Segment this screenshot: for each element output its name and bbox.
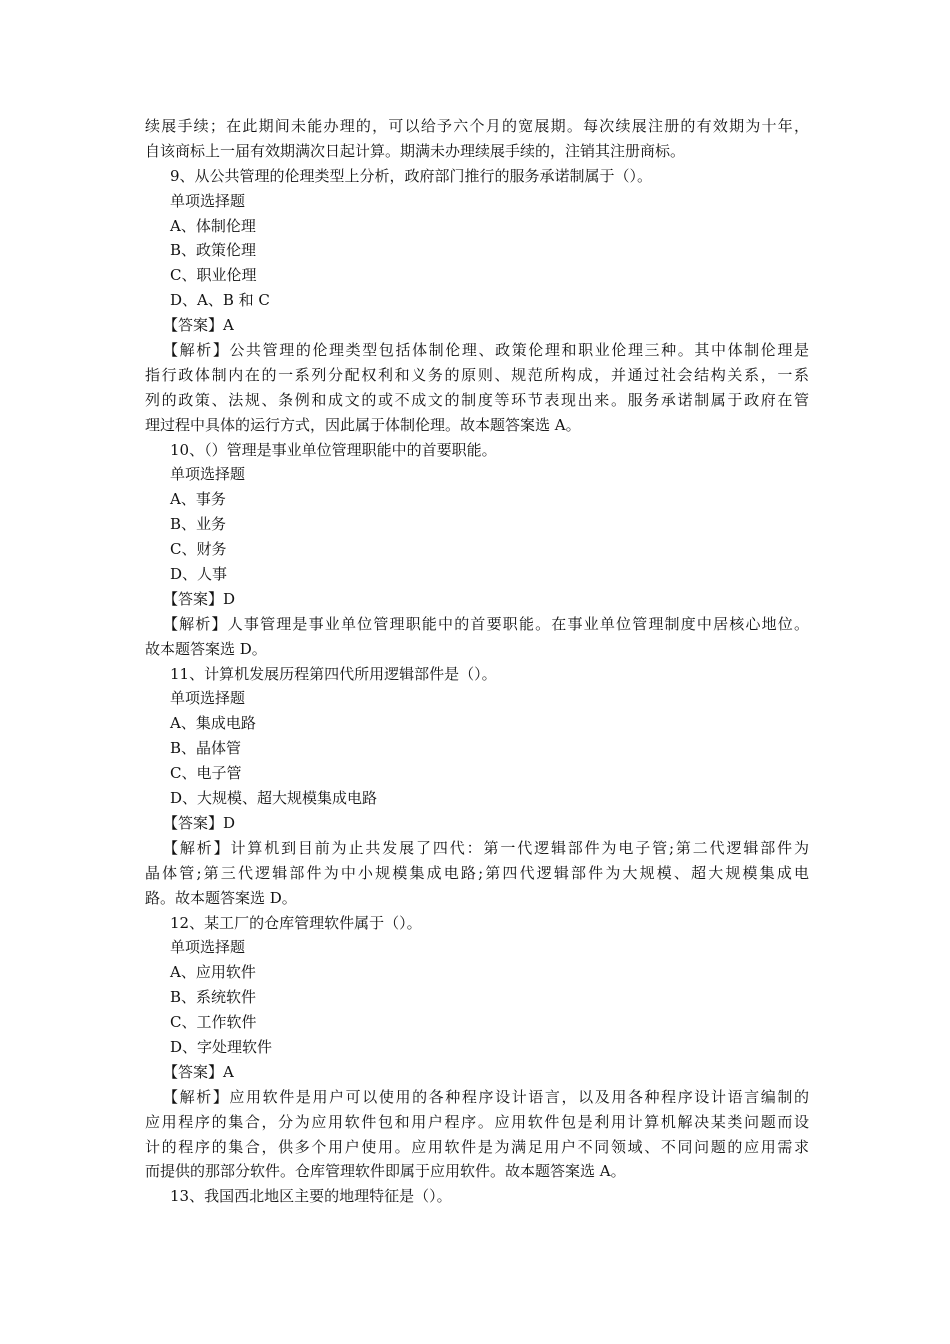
question-9-option-a: A、体制伦理 <box>170 216 256 235</box>
analysis-text: 晶体管;第三代逻辑部件为中小规模集成电路;第四代逻辑部件为大规模、超大规模集成电 <box>145 863 809 882</box>
question-9-analysis-line <box>145 338 809 363</box>
question-11-analysis-line <box>145 836 809 861</box>
question-10-text: 10、（）管理是事业单位管理职能中的首要职能。 <box>170 440 497 459</box>
question-12-analysis-line: 而提供的那部分软件。仓库管理软件即属于应用软件。故本题答案选 A。 <box>145 1162 626 1181</box>
question-10-option-c: C、财务 <box>170 540 227 559</box>
question-11-analysis-line: 路。故本题答案选 D。 <box>145 888 297 907</box>
analysis-text: 列的政策、法规、条例和成文的或不成文的制度等环节表现出来。服务承诺制属于政府在管 <box>145 390 809 409</box>
analysis-text: 指行政体制内在的一系列分配权利和义务的原则、规范所构成，并通过社会结构关系，一系 <box>145 365 809 384</box>
intro-line: 自该商标上一届有效期满次日起计算。期满未办理续展手续的，注销其注册商标。 <box>145 141 686 160</box>
question-11-option-c: C、电子管 <box>170 764 242 783</box>
question-12-analysis-line <box>145 1110 809 1135</box>
question-11-option-d: D、大规模、超大规模集成电路 <box>170 789 378 808</box>
analysis-text: 【解析】应用软件是用户可以使用的各种程序设计语言，以及用各种程序设计语言编制的 <box>163 1087 809 1106</box>
question-10-analysis-line <box>145 612 809 637</box>
question-11-option-b: B、晶体管 <box>170 739 242 758</box>
question-10-analysis-line: 故本题答案选 D。 <box>145 639 267 658</box>
question-10-option-b: B、业务 <box>170 515 227 534</box>
question-9-type: 单项选择题 <box>170 191 246 210</box>
question-11-analysis-line <box>145 861 809 886</box>
intro-text <box>145 114 809 139</box>
analysis-text: 【解析】人事管理是事业单位管理职能中的首要职能。在事业单位管理制度中居核心地位。 <box>163 614 809 633</box>
question-9-analysis-line <box>145 363 809 388</box>
question-10-type: 单项选择题 <box>170 465 246 484</box>
document-body <box>145 114 809 1209</box>
analysis-text: 【解析】计算机到目前为止共发展了四代：第一代逻辑部件为电子管;第二代逻辑部件为 <box>163 838 809 857</box>
question-9-option-c: C、职业伦理 <box>170 266 257 285</box>
intro-line: 续展手续；在此期间未能办理的，可以给予六个月的宽展期。每次续展注册的有效期为十年， <box>145 117 809 135</box>
question-9-answer: 【答案】A <box>163 316 234 335</box>
question-10-option-d: D、人事 <box>170 565 228 584</box>
question-9-option-b: B、政策伦理 <box>170 241 257 260</box>
question-13-text: 13、我国西北地区主要的地理特征是（）。 <box>170 1187 452 1206</box>
question-9-text: 9、从公共管理的伦理类型上分析，政府部门推行的服务承诺制属于（）。 <box>170 166 653 185</box>
question-12-option-a: A、应用软件 <box>170 963 256 982</box>
question-10-option-a: A、事务 <box>170 490 226 509</box>
question-12-option-c: C、工作软件 <box>170 1013 257 1032</box>
question-12-answer: 【答案】A <box>163 1062 234 1081</box>
question-12-analysis-line <box>145 1135 809 1160</box>
question-12-type: 单项选择题 <box>170 938 246 957</box>
analysis-text: 应用程序的集合，分为应用软件包和用户程序。应用软件包是利用计算机解决某类问题而设 <box>145 1112 809 1131</box>
analysis-text: 计的程序的集合，供多个用户使用。应用软件是为满足用户不同领域、不同问题的应用需求 <box>145 1137 809 1156</box>
question-9-option-d: D、A、B 和 C <box>170 291 270 310</box>
question-11-type: 单项选择题 <box>170 689 246 708</box>
analysis-text: 【解析】公共管理的伦理类型包括体制伦理、政策伦理和职业伦理三种。其中体制伦理是 <box>163 341 809 360</box>
question-11-answer: 【答案】D <box>163 813 236 832</box>
question-10-answer: 【答案】D <box>163 589 236 608</box>
question-9-analysis-line <box>145 388 809 413</box>
question-12-option-b: B、系统软件 <box>170 988 257 1007</box>
question-12-analysis-line <box>145 1085 809 1110</box>
question-12-text: 12、某工厂的仓库管理软件属于（）。 <box>170 913 422 932</box>
question-11-option-a: A、集成电路 <box>170 714 256 733</box>
question-9-analysis-line: 理过程中具体的运行方式，因此属于体制伦理。故本题答案选 A。 <box>145 415 581 434</box>
question-11-text: 11、计算机发展历程第四代所用逻辑部件是（）。 <box>170 664 497 683</box>
question-12-option-d: D、字处理软件 <box>170 1037 273 1056</box>
